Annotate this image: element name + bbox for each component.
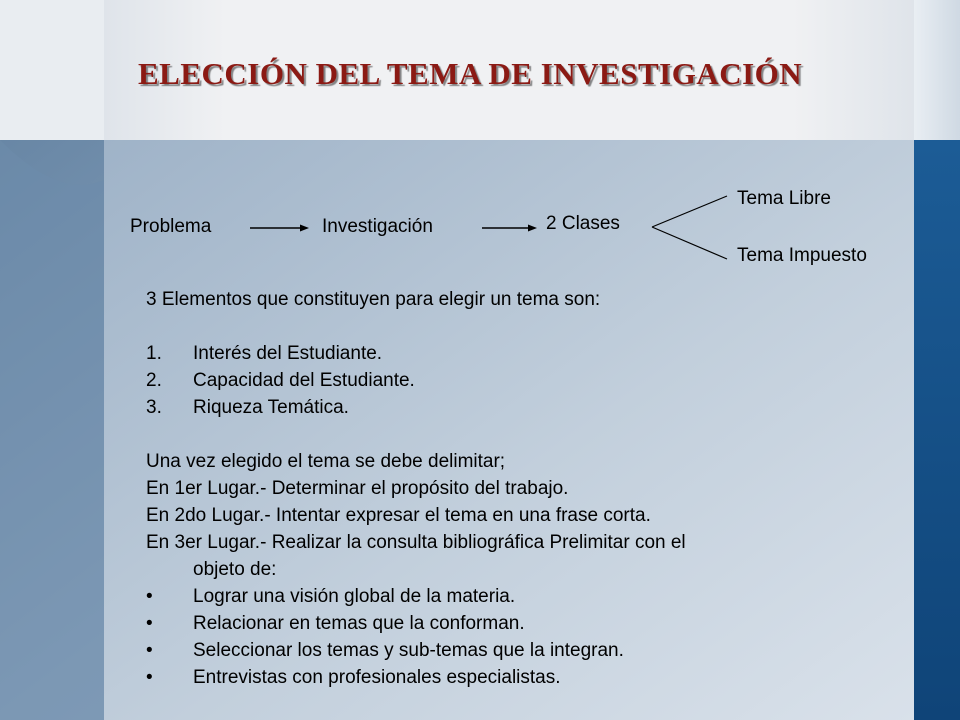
- bullet-text: Seleccionar los temas y sub-temas que la integran.: [193, 640, 624, 661]
- node-2-clases: 2 Clases: [546, 213, 620, 234]
- element-number: 1.: [146, 343, 162, 364]
- spacer: [146, 421, 846, 448]
- bullet-item: [146, 610, 846, 637]
- element-item: [146, 340, 846, 367]
- spacer: [146, 313, 846, 340]
- element-text: Interés del Estudiante.: [193, 343, 383, 364]
- slide-title: ELECCIÓN DEL TEMA DE INVESTIGACIÓN: [138, 56, 803, 91]
- element-item: [146, 394, 846, 421]
- bullet-item: [146, 583, 846, 610]
- node-tema-impuesto: Tema Impuesto: [737, 245, 867, 266]
- step-line: En 3er Lugar.- Realizar la consulta bibliográfica Prelimitar con el: [146, 532, 686, 553]
- elements-intro: 3 Elementos que constituyen para elegir un tema son:: [146, 289, 601, 310]
- bullet-icon: •: [146, 613, 153, 634]
- element-number: 2.: [146, 370, 162, 391]
- delimit-intro: Una vez elegido el tema se debe delimitar;: [146, 451, 506, 472]
- element-item: [146, 367, 846, 394]
- bullet-icon: •: [146, 667, 153, 688]
- bullet-icon: •: [146, 586, 153, 607]
- bullet-text: Relacionar en temas que la conforman.: [193, 613, 525, 634]
- bullet-text: Lograr una visión global de la materia.: [193, 586, 516, 607]
- bullet-item: [146, 637, 846, 664]
- element-text: Riqueza Temática.: [193, 397, 349, 418]
- slide-body: [146, 286, 846, 691]
- element-text: Capacidad del Estudiante.: [193, 370, 415, 391]
- node-tema-libre: Tema Libre: [737, 188, 831, 209]
- bullet-text: Entrevistas con profesionales especialistas.: [193, 667, 561, 688]
- node-investigacion: Investigación: [322, 216, 433, 237]
- step-line: En 1er Lugar.- Determinar el propósito del trabajo.: [146, 478, 569, 499]
- step-continuation: objeto de:: [193, 559, 277, 580]
- node-problema: Problema: [130, 216, 212, 237]
- step-line: En 2do Lugar.- Intentar expresar el tema en una frase corta.: [146, 505, 651, 526]
- bullet-item: [146, 664, 846, 691]
- element-number: 3.: [146, 397, 162, 418]
- bullet-icon: •: [146, 640, 153, 661]
